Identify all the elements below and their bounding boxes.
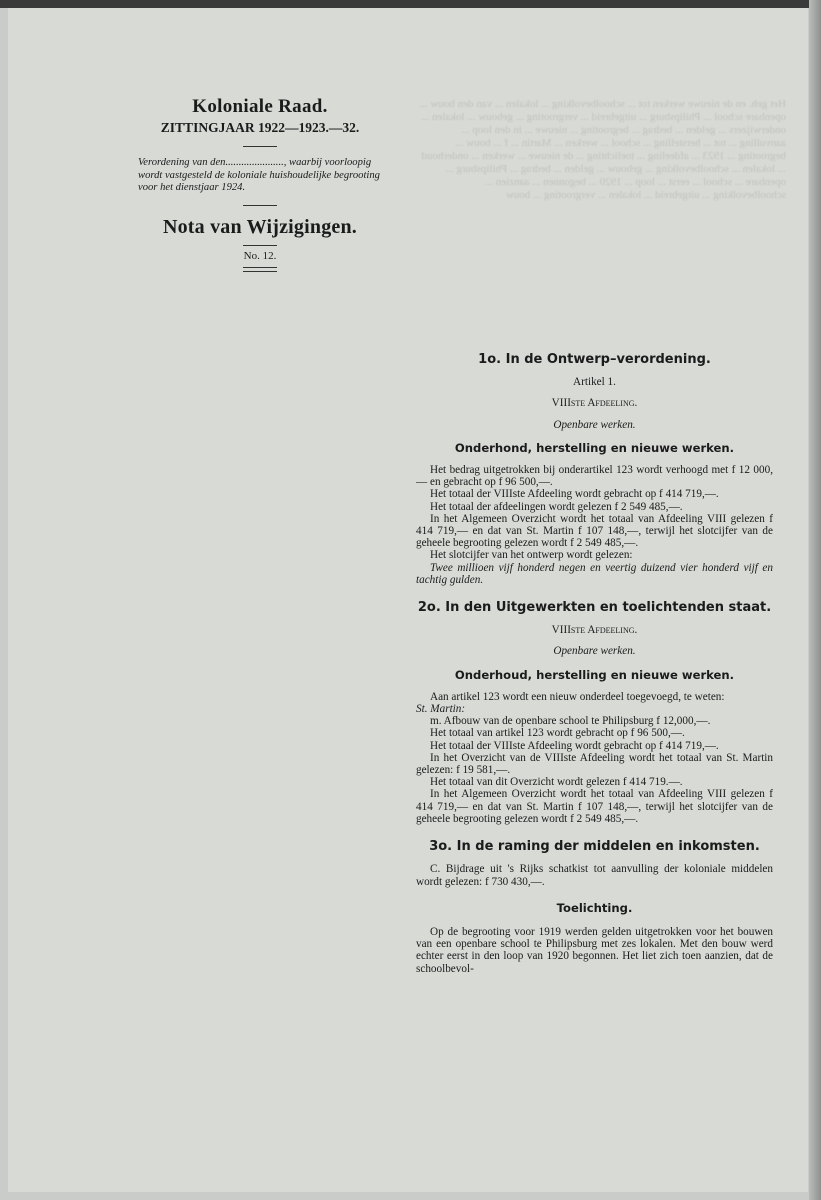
location-label: St. Martin: (416, 703, 466, 716)
section-2-subtitle: Onderhoud, herstelling en nieuwe werken. (454, 667, 735, 682)
paragraph: C. Bijdrage uit 's Rijks schatkist tot aanvulling der koloniale middelen wordt gelezen: f 730 430,—. (416, 863, 773, 888)
double-divider (243, 267, 277, 272)
council-title: Koloniale Raad. (192, 96, 328, 117)
paragraph: Het bedrag uitgetrokken bij onderartikel 123 wordt verhoogd met f 12 000,— en gebracht op f 96 500,—. (416, 464, 773, 489)
document-header (130, 96, 390, 277)
paragraph: Het totaal der VIIIste Afdeeling wordt gebracht op f 414 719,—. (430, 739, 719, 752)
paragraph: Het totaal van dit Overzicht wordt gelezen f 414 719.—. (430, 776, 683, 789)
paragraph: Op de begrooting voor 1919 werden gelden uitgetrokken voor het bouwen van een openbare school te Philipsburg met zes lokalen. Met den bouw werd echter eerst in den loop van 1920 begonnen. Het liet zich toen aanzien, dat de schoolbevol- (416, 925, 773, 975)
paragraph: Aan artikel 123 wordt een nieuw onderdeel toegevoegd, te weten: (430, 690, 725, 703)
document-number: No. 12. (243, 249, 277, 262)
afdeeling-label: VIIIste Afdeeling. (551, 397, 638, 410)
section-2-title: 2o. In den Uitgewerkten en toelichtenden staat. (417, 600, 772, 616)
paragraph: In het Algemeen Overzicht wordt het totaal van Afdeeling VIII gelezen f 414 719,— en dat van St. Martin f 107 148,—, terwijl het slotcijfer van de geheele begrooting gelezen wordt f 2 549 485,—. (416, 788, 773, 825)
artikel-label: Artikel 1. (573, 376, 616, 389)
afdeeling-label: VIIIste Afdeeling. (551, 624, 638, 637)
show-through-text: Het geh. en de nieuwe werken tot ... schoolbevolking ... lokalen ... van den bouw ... openbare school ... Philipsburg ... uitgebreid ... vergrooting ... gebouw ... lokalen ... onderwijzers ... gelden ... bedrag ... begrooting ... nieuwe ... in den loop ... aanvulling ... tot ... herstelling ... school ... werken ... Martin ... f ... bouw ... begrooting ... 1923 ... afdeeling ... toelichting ... de nieuwe ... werken ... onderhoud ... lokalen ... schoolbevolking ... gebouw ... gelden ... bedrag ... Philipsburg ... openbare ... school ... eerst ... loop ... 1920 ... begonnen ... aanzien ... schoolbevolking ... uitgebreid ... lokalen ... vergrooting ... bouw (419, 98, 786, 201)
paragraph: Het totaal der afdeelingen wordt gelezen f 2 549 485,—. (430, 500, 683, 513)
section-1-title: 1o. In de Ontwerp–verordening. (478, 352, 711, 367)
paragraph: Het totaal van artikel 123 wordt gebracht op f 96 500,—. (430, 727, 685, 740)
paragraph: m. Afbouw van de openbare school te Philipsburg f 12,000,—. (430, 715, 711, 728)
document-page (8, 8, 808, 1192)
amount-in-words: Twee millioen vijf honderd negen en veertig duizend vier honderd vijf en tachtig gulden. (416, 561, 773, 586)
document-title: Nota van Wijzigingen. (162, 215, 358, 238)
session-year: ZITTINGJAAR 1922—1923.—32. (160, 120, 360, 135)
scan-top-border (0, 0, 821, 8)
section-3-title: 3o. In de raming der middelen en inkomsten. (429, 839, 760, 855)
divider (243, 205, 277, 206)
document-body (416, 354, 773, 975)
divider (243, 146, 277, 147)
divider (243, 245, 277, 246)
toelichting-heading: Toelichting. (556, 900, 633, 915)
paragraph: Het slotcijfer van het ontwerp wordt gelezen: (430, 549, 633, 562)
paragraph: Het totaal der VIIIste Afdeeling wordt gebracht op f 414 719,—. (430, 488, 719, 501)
scan-right-edge (809, 0, 821, 1200)
category-label: Openbare werken. (553, 418, 636, 431)
paragraph: In het Algemeen Overzicht wordt het totaal van Afdeeling VIII gelezen f 414 719,— en dat van St. Martin f 107 148,—, terwijl het slotcijfer van de geheele begrooting gelezen wordt f 2 549 485,—. (416, 512, 773, 550)
ordinance-description: Verordening van den......................, waarbij voorloopig wordt vastgesteld de koloniale huishoudelijke begrooting voor het dienstjaar 1924. (138, 157, 380, 193)
section-1-subtitle: Onderhond, herstelling en nieuwe werken. (454, 440, 735, 455)
category-label: Openbare werken. (553, 645, 636, 658)
paragraph: In het Overzicht van de VIIIste Afdeeling wordt het totaal van St. Martin gelezen: f 19 581,—. (416, 751, 773, 777)
